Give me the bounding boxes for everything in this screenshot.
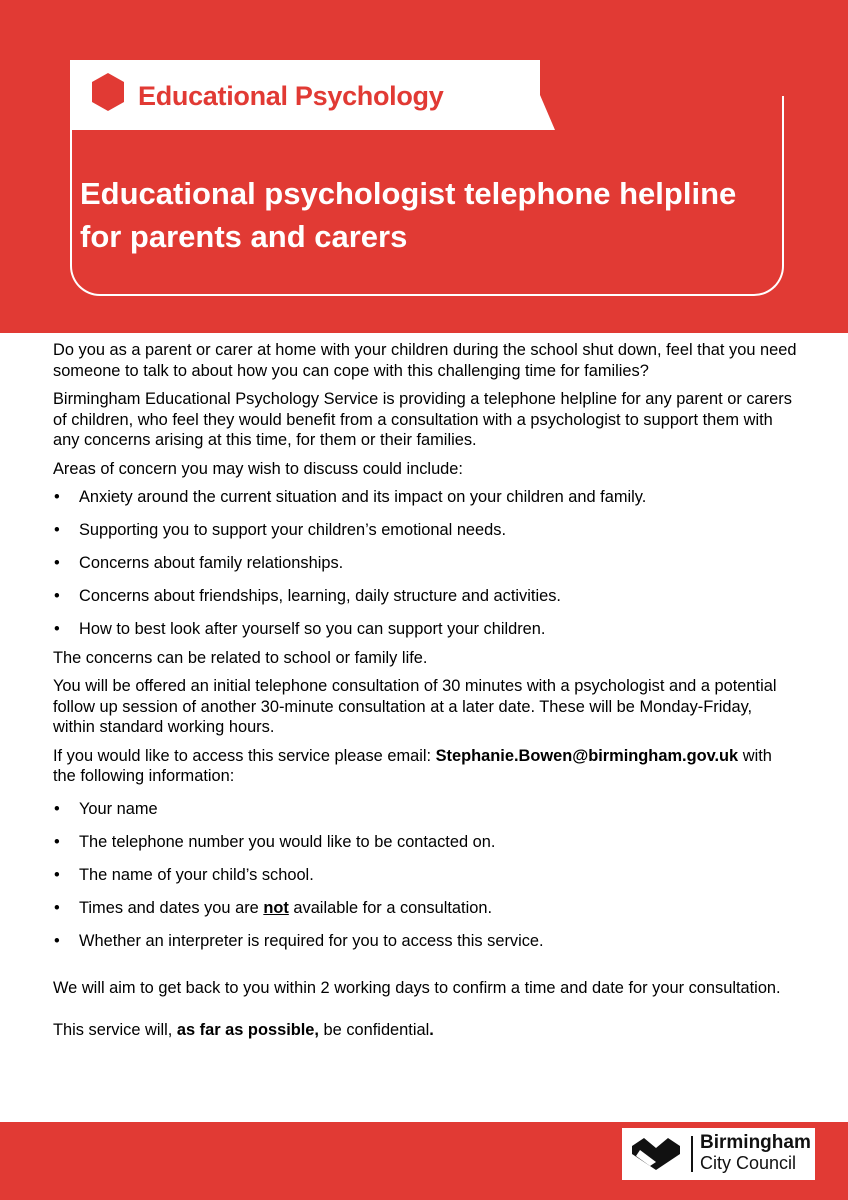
brand-name: Educational Psychology — [138, 81, 444, 111]
header-banner — [0, 0, 848, 333]
list-item — [53, 898, 798, 919]
areas-list — [53, 487, 798, 640]
heart-logo-icon — [630, 1136, 682, 1172]
service-paragraph: Birmingham Educational Psychology Service is providing a telephone helpline for any parent or carers of children, who feel they would benefit from a consultation with a psychologist to support them with any concerns arising at this time, for them or their families. — [53, 390, 792, 449]
confidential-suffix: be confidential — [318, 1021, 430, 1039]
list-item: • Anxiety around the current situation and its impact on your children and family. — [53, 487, 798, 508]
council-name-line1: Birmingham — [700, 1132, 811, 1153]
logo-tab-corner — [525, 60, 555, 130]
council-logo — [622, 1128, 815, 1180]
areas-heading: Areas of concern you may wish to discuss could include: — [53, 459, 463, 478]
consultation-paragraph: You will be offered an initial telephone consultation of 30 minutes with a psychologist and a potential follow up session of another 30-minute consultation at a later date. These will be Monday-Friday, within standard working hours. — [53, 677, 777, 736]
item4-prefix: Times and dates you are — [79, 898, 264, 917]
list-item: • Supporting you to support your children’s emotional needs. — [53, 520, 798, 541]
page-title: Educational psychologist telephone helpline for parents and carers — [80, 176, 737, 254]
list-item: • Whether an interpreter is required for you to access this service. — [53, 931, 798, 952]
access-prefix: If you would like to access this service please email: — [53, 746, 436, 765]
council-name-line2: City Council — [700, 1153, 797, 1173]
concerns-note: The concerns can be related to school or family life. — [53, 648, 428, 667]
info-list — [53, 799, 798, 952]
item4-suffix: available for a consultation. — [288, 898, 493, 917]
spacer — [53, 964, 798, 978]
hexagon-logo-icon — [90, 72, 126, 112]
list-item: • Concerns about friendships, learning, daily structure and activities. — [53, 586, 798, 607]
confidential-prefix: This service will, — [53, 1021, 177, 1039]
access-paragraph — [53, 746, 798, 787]
confidential-end: . — [429, 1021, 434, 1039]
main-content — [53, 340, 798, 1049]
list-item: • How to best look after yourself so you can support your children. — [53, 619, 798, 640]
list-item: • Your name — [53, 799, 798, 820]
logo-divider — [691, 1136, 693, 1172]
access-suffix: with the following information: — [53, 746, 772, 785]
confidential-emphasis: as far as possible, — [176, 1021, 319, 1039]
email-link[interactable]: Stephanie.Bowen@birmingham.gov.uk — [435, 746, 739, 765]
list-item: • The name of your child’s school. — [53, 865, 798, 886]
spacer — [53, 1006, 798, 1020]
item4-emphasis: not — [263, 898, 289, 917]
intro-paragraph: Do you as a parent or carer at home with your children during the school shut down, feel that you need someone to talk to about how you can cope with this challenging time for families? — [53, 341, 797, 380]
list-item: • The telephone number you would like to be contacted on. — [53, 832, 798, 853]
response-paragraph: We will aim to get back to you within 2 working days to confirm a time and date for your consultation. — [53, 978, 781, 997]
confidential-paragraph — [53, 1020, 798, 1041]
list-item: • Concerns about family relationships. — [53, 553, 798, 574]
